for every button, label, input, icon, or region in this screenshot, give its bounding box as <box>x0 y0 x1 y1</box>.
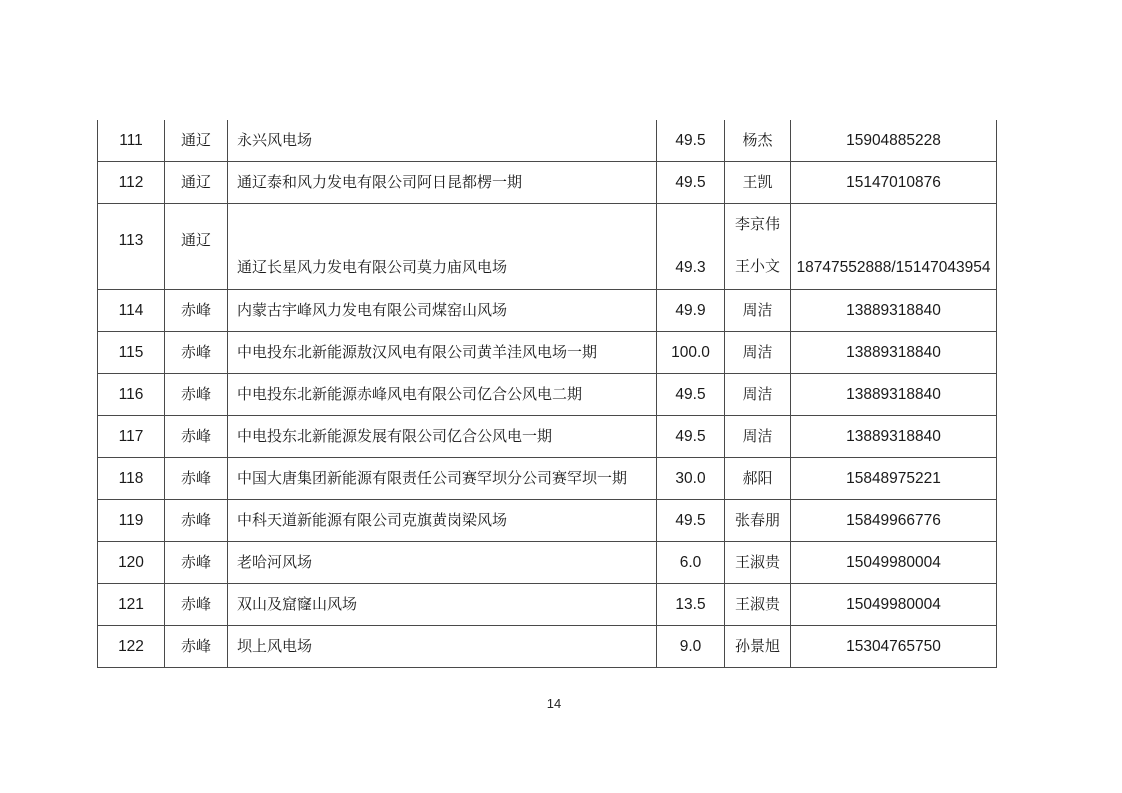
phone-number: 15147010876 <box>846 173 941 191</box>
capacity-value: 49.5 <box>675 427 706 445</box>
farm-name-cell <box>228 458 657 500</box>
region-cell <box>165 458 228 500</box>
phone-cell <box>791 374 997 416</box>
region-label: 通辽 <box>180 231 211 249</box>
capacity-cell <box>657 542 725 584</box>
capacity-cell <box>657 416 725 458</box>
capacity-value: 49.3 <box>675 259 706 276</box>
capacity-cell <box>657 120 725 162</box>
region-label: 通辽 <box>180 131 211 149</box>
farm-name-cell <box>228 204 657 290</box>
farm-name-cell <box>228 626 657 668</box>
region-label: 赤峰 <box>180 637 211 655</box>
contact-cell <box>725 162 791 204</box>
region-label: 赤峰 <box>180 595 211 613</box>
farm-name: 通辽泰和风力发电有限公司阿日昆都楞一期 <box>237 173 523 191</box>
row-index: 112 <box>118 173 144 191</box>
contact-name-primary: 周洁 <box>742 385 773 403</box>
phone-cell <box>791 416 997 458</box>
capacity-cell <box>657 626 725 668</box>
row-index: 115 <box>118 343 144 361</box>
contact-name-primary: 郝阳 <box>742 469 773 487</box>
region-cell <box>165 290 228 332</box>
farm-name-cell <box>228 332 657 374</box>
capacity-value: 13.5 <box>675 595 706 613</box>
contact-cell <box>725 416 791 458</box>
row-index-cell <box>97 374 165 416</box>
row-index: 119 <box>118 511 144 529</box>
phone-number: 15848975221 <box>846 469 941 487</box>
row-index: 117 <box>118 427 144 445</box>
table-row <box>97 458 998 500</box>
contact-cell <box>725 626 791 668</box>
region-label: 赤峰 <box>180 553 211 571</box>
farm-name: 中电投东北新能源敖汉风电有限公司黄羊洼风电场一期 <box>237 343 598 361</box>
contact-name-primary: 周洁 <box>742 343 773 361</box>
region-label: 赤峰 <box>180 469 211 487</box>
farm-name: 通辽长星风力发电有限公司莫力庙风电场 <box>237 259 508 276</box>
farm-name: 中国大唐集团新能源有限责任公司赛罕坝分公司赛罕坝一期 <box>237 469 628 487</box>
capacity-value: 49.5 <box>675 131 706 149</box>
phone-number: 15304765750 <box>846 637 941 655</box>
farm-name-cell <box>228 416 657 458</box>
contact-cell <box>725 584 791 626</box>
row-index: 118 <box>118 469 144 487</box>
capacity-cell <box>657 584 725 626</box>
region-label: 赤峰 <box>180 385 211 403</box>
wind-farm-table <box>97 120 998 668</box>
capacity-cell <box>657 500 725 542</box>
region-label: 赤峰 <box>180 343 211 361</box>
phone-cell <box>791 458 997 500</box>
phone-cell <box>791 204 997 290</box>
phone-number: 18747552888/15147043954 <box>796 259 991 276</box>
table-row <box>97 500 998 542</box>
row-index: 120 <box>118 553 144 571</box>
capacity-value: 49.5 <box>675 511 706 529</box>
contact-name-primary: 周洁 <box>742 301 773 319</box>
region-cell <box>165 120 228 162</box>
capacity-cell <box>657 204 725 290</box>
row-index-cell <box>97 120 165 162</box>
row-index-cell <box>97 500 165 542</box>
farm-name: 中电投东北新能源发展有限公司亿合公风电一期 <box>237 427 553 445</box>
contact-cell <box>725 542 791 584</box>
contact-name-primary: 张春朋 <box>734 511 780 529</box>
row-index: 122 <box>118 637 144 655</box>
row-index: 121 <box>118 595 144 613</box>
contact-cell <box>725 120 791 162</box>
table-row <box>97 416 998 458</box>
region-cell <box>165 162 228 204</box>
row-index-cell <box>97 542 165 584</box>
phone-cell <box>791 332 997 374</box>
table-row <box>97 204 998 290</box>
phone-cell <box>791 542 997 584</box>
capacity-value: 49.5 <box>675 173 706 191</box>
phone-number: 13889318840 <box>846 427 941 445</box>
contact-name-primary: 李京伟 <box>734 216 780 233</box>
row-index: 111 <box>119 131 143 149</box>
phone-cell <box>791 162 997 204</box>
phone-number: 13889318840 <box>846 385 941 403</box>
contact-cell <box>725 458 791 500</box>
contact-name-primary: 杨杰 <box>742 131 773 149</box>
region-cell <box>165 332 228 374</box>
region-cell <box>165 374 228 416</box>
capacity-value: 49.9 <box>675 301 706 319</box>
page-number: 14 <box>546 696 562 711</box>
capacity-cell <box>657 290 725 332</box>
farm-name-cell <box>228 374 657 416</box>
farm-name-cell <box>228 120 657 162</box>
capacity-value: 100.0 <box>671 343 710 361</box>
farm-name-cell <box>228 542 657 584</box>
row-index: 113 <box>118 231 144 249</box>
contact-name-primary: 周洁 <box>742 427 773 445</box>
region-label: 赤峰 <box>180 427 211 445</box>
row-index-cell <box>97 626 165 668</box>
table-row <box>97 374 998 416</box>
contact-name-primary: 王淑贵 <box>734 595 780 613</box>
contact-name-primary: 王凯 <box>742 173 773 191</box>
phone-number: 13889318840 <box>846 343 941 361</box>
capacity-cell <box>657 458 725 500</box>
capacity-value: 9.0 <box>679 637 702 655</box>
farm-name-cell <box>228 162 657 204</box>
phone-number: 15904885228 <box>846 131 941 149</box>
table-row <box>97 542 998 584</box>
region-label: 通辽 <box>180 173 211 191</box>
phone-cell <box>791 626 997 668</box>
row-index-cell <box>97 458 165 500</box>
capacity-value: 49.5 <box>675 385 706 403</box>
row-index: 114 <box>118 301 144 319</box>
farm-name: 中科天道新能源有限公司克旗黄岗梁风场 <box>237 511 508 529</box>
row-index-cell <box>97 416 165 458</box>
contact-cell <box>725 374 791 416</box>
region-cell <box>165 416 228 458</box>
table-row <box>97 584 998 626</box>
contact-name-secondary: 王小文 <box>734 258 780 275</box>
contact-name-primary: 孙景旭 <box>734 637 780 655</box>
farm-name: 老哈河风场 <box>237 553 313 571</box>
phone-number: 15849966776 <box>846 511 941 529</box>
row-index-cell <box>97 162 165 204</box>
region-cell <box>165 626 228 668</box>
row-index-cell <box>97 290 165 332</box>
contact-name-primary: 王淑贵 <box>734 553 780 571</box>
phone-cell <box>791 120 997 162</box>
farm-name: 双山及窟窿山风场 <box>237 595 358 613</box>
table-row <box>97 120 998 162</box>
region-cell <box>165 584 228 626</box>
farm-name-cell <box>228 584 657 626</box>
contact-cell <box>725 204 791 290</box>
contact-cell <box>725 332 791 374</box>
table-row <box>97 290 998 332</box>
farm-name: 内蒙古宇峰风力发电有限公司煤窑山风场 <box>237 301 508 319</box>
row-index-cell <box>97 332 165 374</box>
region-label: 赤峰 <box>180 301 211 319</box>
table-row <box>97 332 998 374</box>
capacity-value: 30.0 <box>675 469 706 487</box>
farm-name-cell <box>228 500 657 542</box>
contact-cell <box>725 290 791 332</box>
capacity-cell <box>657 374 725 416</box>
table-row <box>97 626 998 668</box>
phone-number: 13889318840 <box>846 301 941 319</box>
region-cell <box>165 500 228 542</box>
region-cell <box>165 204 228 290</box>
table-row <box>97 162 998 204</box>
farm-name: 永兴风电场 <box>237 131 313 149</box>
farm-name-cell <box>228 290 657 332</box>
contact-cell <box>725 500 791 542</box>
farm-name: 坝上风电场 <box>237 637 313 655</box>
phone-number: 15049980004 <box>846 553 941 571</box>
row-index-cell <box>97 204 165 290</box>
capacity-cell <box>657 162 725 204</box>
phone-cell <box>791 500 997 542</box>
capacity-cell <box>657 332 725 374</box>
farm-name: 中电投东北新能源赤峰风电有限公司亿合公风电二期 <box>237 385 583 403</box>
phone-cell <box>791 584 997 626</box>
capacity-value: 6.0 <box>679 553 702 571</box>
row-index: 116 <box>118 385 144 403</box>
phone-number: 15049980004 <box>846 595 941 613</box>
row-index-cell <box>97 584 165 626</box>
region-label: 赤峰 <box>180 511 211 529</box>
region-cell <box>165 542 228 584</box>
phone-cell <box>791 290 997 332</box>
